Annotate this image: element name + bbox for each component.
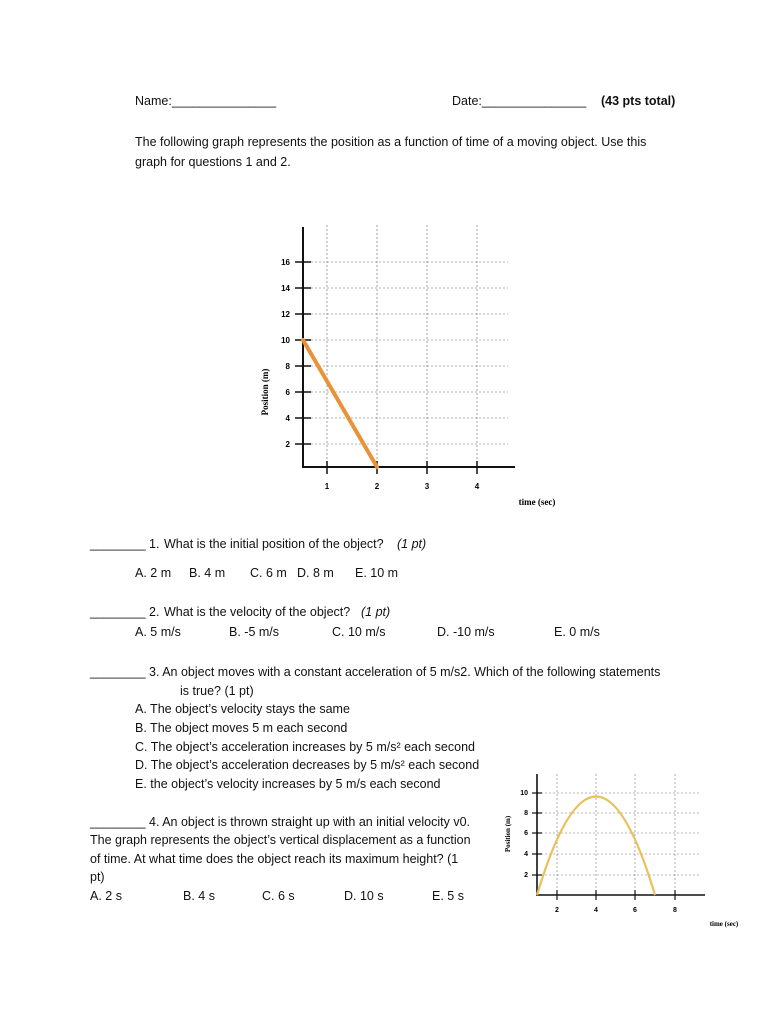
q3-option-d: D. The object’s acceleration decreases by 5 m/s² each second <box>135 758 480 772</box>
q3-answer-blank[interactable]: ________ <box>90 665 146 679</box>
q3-option-c: C. The object’s acceleration increases by 5 m/s² each second <box>135 740 475 754</box>
q1-option-c: C. 6 m <box>250 566 287 580</box>
q2-answer-blank[interactable]: ________ <box>90 605 146 619</box>
q4-text-line-3: of time. At what time does the object reach its maximum height? (1 <box>90 852 459 866</box>
grid-1 <box>303 225 508 467</box>
position-time-graph-1 <box>250 215 570 515</box>
q2-points: (1 pt) <box>361 605 391 619</box>
q3-option-b: B. The object moves 5 m each second <box>135 721 348 735</box>
x-tick-label: 1 <box>324 482 330 491</box>
y-tick-label: 4 <box>285 414 290 423</box>
q4-text-line-2: The graph represents the object’s vertical displacement as a function <box>90 833 471 847</box>
x-tick-label: 8 <box>673 907 677 914</box>
q3-text-line-2: is true? (1 pt) <box>180 684 254 698</box>
y-tick-label: 8 <box>524 810 528 817</box>
q1-points: (1 pt) <box>397 537 427 551</box>
q4-option-a: A. 2 s <box>90 889 122 903</box>
q1-option-d: D. 8 m <box>297 566 334 580</box>
y-tick-label: 8 <box>285 362 290 371</box>
q1-answer-blank[interactable]: ________ <box>90 537 146 551</box>
y-tick-labels-2 <box>520 790 528 879</box>
position-line <box>303 340 377 467</box>
q4-option-b: B. 4 s <box>183 889 215 903</box>
q3-option-a: A. The object’s velocity stays the same <box>135 702 350 716</box>
q4-option-e: E. 5 s <box>432 889 464 903</box>
intro-line-2: graph for questions 1 and 2. <box>135 155 291 169</box>
y-tick-label: 14 <box>281 284 290 293</box>
y-tick-label: 12 <box>281 310 290 319</box>
y-tick-label: 10 <box>281 336 290 345</box>
q4-answer-blank[interactable]: ________ <box>90 815 146 829</box>
position-time-graph-2 <box>495 768 755 933</box>
x-axis-label-2: time (sec) <box>709 920 739 928</box>
q2-text: What is the velocity of the object? <box>164 605 351 619</box>
q2-option-b: B. -5 m/s <box>229 625 280 639</box>
q3-text-line-1: 3. An object moves with a constant acceleration of 5 m/s2. Which of the following statements <box>149 665 661 679</box>
q2-option-e: E. 0 m/s <box>554 625 600 639</box>
date-field[interactable]: Date:_______________ <box>452 94 587 108</box>
x-axis-label-1: time (sec) <box>518 497 556 507</box>
y-tick-label: 2 <box>285 440 290 449</box>
q1-option-a: A. 2 m <box>135 566 172 580</box>
q1-text: What is the initial position of the object? <box>164 537 384 551</box>
y-tick-label: 4 <box>524 851 528 858</box>
y-tick-labels-1 <box>281 258 290 449</box>
x-tick-labels-1 <box>325 482 480 491</box>
grid-2 <box>537 774 700 895</box>
x-tick-label: 6 <box>633 907 637 914</box>
q1-number: 1. <box>149 537 160 551</box>
y-tick-label: 10 <box>520 790 528 797</box>
total-points: (43 pts total) <box>601 94 676 108</box>
q1-option-e: E. 10 m <box>355 566 399 580</box>
intro-line-1: The following graph represents the position as a function of time of a moving object. Use this <box>135 135 647 149</box>
q2-number: 2. <box>149 605 160 619</box>
x-tick-label: 2 <box>555 907 559 914</box>
y-tick-label: 6 <box>524 830 528 837</box>
y-tick-label: 2 <box>524 872 528 879</box>
y-tick-label: 6 <box>285 388 290 397</box>
y-axis-label-2: Position (m) <box>504 815 512 853</box>
axes-1 <box>295 227 515 474</box>
x-tick-label: 2 <box>374 482 380 491</box>
q3-option-e: E. the object’s velocity increases by 5 m/s each second <box>135 777 441 791</box>
q4-option-d: D. 10 s <box>344 889 384 903</box>
name-field[interactable]: Name:_______________ <box>135 94 277 108</box>
q2-option-a: A. 5 m/s <box>135 625 181 639</box>
q4-text-line-4: pt) <box>90 870 105 884</box>
y-tick-label: 16 <box>281 258 290 267</box>
q4-option-c: C. 6 s <box>262 889 295 903</box>
q4-text-line-1: 4. An object is thrown straight up with an initial velocity v0. <box>149 815 470 829</box>
x-tick-label: 3 <box>424 482 430 491</box>
q2-option-c: C. 10 m/s <box>332 625 386 639</box>
x-tick-label: 4 <box>594 907 598 914</box>
x-tick-labels-2 <box>555 907 677 914</box>
q1-option-b: B. 4 m <box>189 566 226 580</box>
q2-option-d: D. -10 m/s <box>437 625 495 639</box>
x-tick-label: 4 <box>474 482 480 491</box>
y-axis-label-1: Position (m) <box>260 368 270 416</box>
